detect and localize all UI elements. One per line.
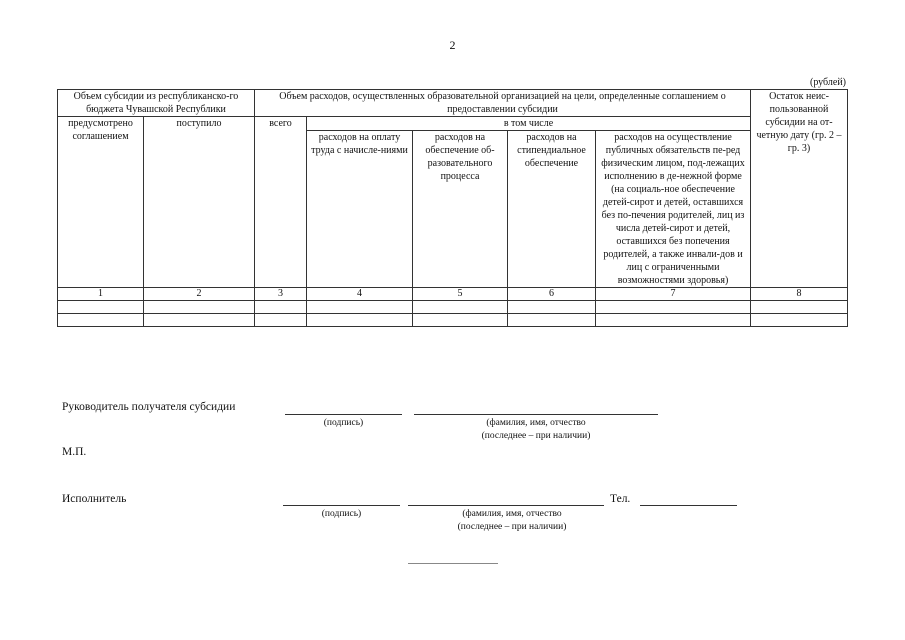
- stamp-label: М.П.: [62, 446, 87, 458]
- executor-name-line[interactable]: [408, 505, 604, 506]
- cell-input[interactable]: [58, 301, 144, 314]
- column-number-row: [58, 288, 848, 301]
- head-signature-hint: (подпись): [323, 418, 364, 428]
- header-stipend: расходов на стипендиальное обеспечение: [508, 131, 596, 288]
- cell-input[interactable]: [413, 301, 508, 314]
- header-labor: расходов на оплату труда с начисле-ниями: [307, 131, 413, 288]
- header-row-2: [58, 117, 848, 131]
- header-remainder: Остаток неис-пользованной субсидии на от-четную дату (гр. 2 – гр. 3): [751, 90, 848, 288]
- cell-input[interactable]: [508, 314, 596, 327]
- cell-input[interactable]: [751, 314, 848, 327]
- head-name-hint-2: (последнее – при наличии): [481, 431, 591, 441]
- col-num-6: 6: [508, 288, 596, 301]
- col-num-2: 2: [144, 288, 255, 301]
- cell-input[interactable]: [508, 301, 596, 314]
- cell-input[interactable]: [307, 301, 413, 314]
- header-planned: предусмотрено соглашением: [58, 117, 144, 288]
- head-name-line[interactable]: [414, 414, 658, 415]
- executor-name-hint-2: (последнее – при наличии): [457, 522, 567, 532]
- cell-input[interactable]: [751, 301, 848, 314]
- executor-signature-line[interactable]: [283, 505, 400, 506]
- report-table: [57, 89, 848, 327]
- cell-input[interactable]: [144, 314, 255, 327]
- head-signature-line[interactable]: [285, 414, 402, 415]
- header-total: всего: [255, 117, 307, 288]
- executor-label: Исполнитель: [62, 493, 127, 505]
- cell-input[interactable]: [255, 301, 307, 314]
- table-row: [58, 301, 848, 314]
- executor-signature-hint: (подпись): [321, 509, 362, 519]
- header-subsidy-volume: Объем субсидии из республиканско-го бюджета Чувашской Республики: [58, 90, 255, 117]
- phone-line[interactable]: [640, 505, 737, 506]
- col-num-1: 1: [58, 288, 144, 301]
- cell-input[interactable]: [144, 301, 255, 314]
- table-row: [58, 314, 848, 327]
- cell-input[interactable]: [413, 314, 508, 327]
- col-num-5: 5: [413, 288, 508, 301]
- header-edu-process: расходов на обеспечение об-разовательного процесса: [413, 131, 508, 288]
- cell-input[interactable]: [307, 314, 413, 327]
- col-num-7: 7: [596, 288, 751, 301]
- executor-name-hint: (фамилия, имя, отчество: [462, 509, 562, 519]
- page-number: 2: [449, 38, 456, 52]
- footnote-separator: [408, 563, 498, 564]
- header-received: поступило: [144, 117, 255, 288]
- head-name-hint: (фамилия, имя, отчество: [486, 418, 586, 428]
- phone-label: Тел.: [610, 493, 631, 505]
- header-row-1: [58, 90, 848, 117]
- col-num-8: 8: [751, 288, 848, 301]
- col-num-3: 3: [255, 288, 307, 301]
- cell-input[interactable]: [596, 301, 751, 314]
- header-public-obligations: расходов на осуществление публичных обязательств пе-ред физическим лицом, под-лежащих исполнению в де-нежной форме (на социаль-ное обеспечение детей-сирот и детей, оставшихся без по-печения родителей, лиц из числа детей-сирот и детей, оставшихся без попечения родителей, а также инвали-дов и лиц с ограниченными возможностями здоровья): [596, 131, 751, 288]
- col-num-4: 4: [307, 288, 413, 301]
- header-including: в том числе: [307, 117, 751, 131]
- cell-input[interactable]: [255, 314, 307, 327]
- cell-input[interactable]: [58, 314, 144, 327]
- unit-note: (рублей): [809, 77, 846, 88]
- head-label: Руководитель получателя субсидии: [62, 401, 236, 413]
- cell-input[interactable]: [596, 314, 751, 327]
- header-expenses-volume: Объем расходов, осуществленных образовательной организацией на цели, определенные соглашением о предоставлении субсидии: [255, 90, 751, 117]
